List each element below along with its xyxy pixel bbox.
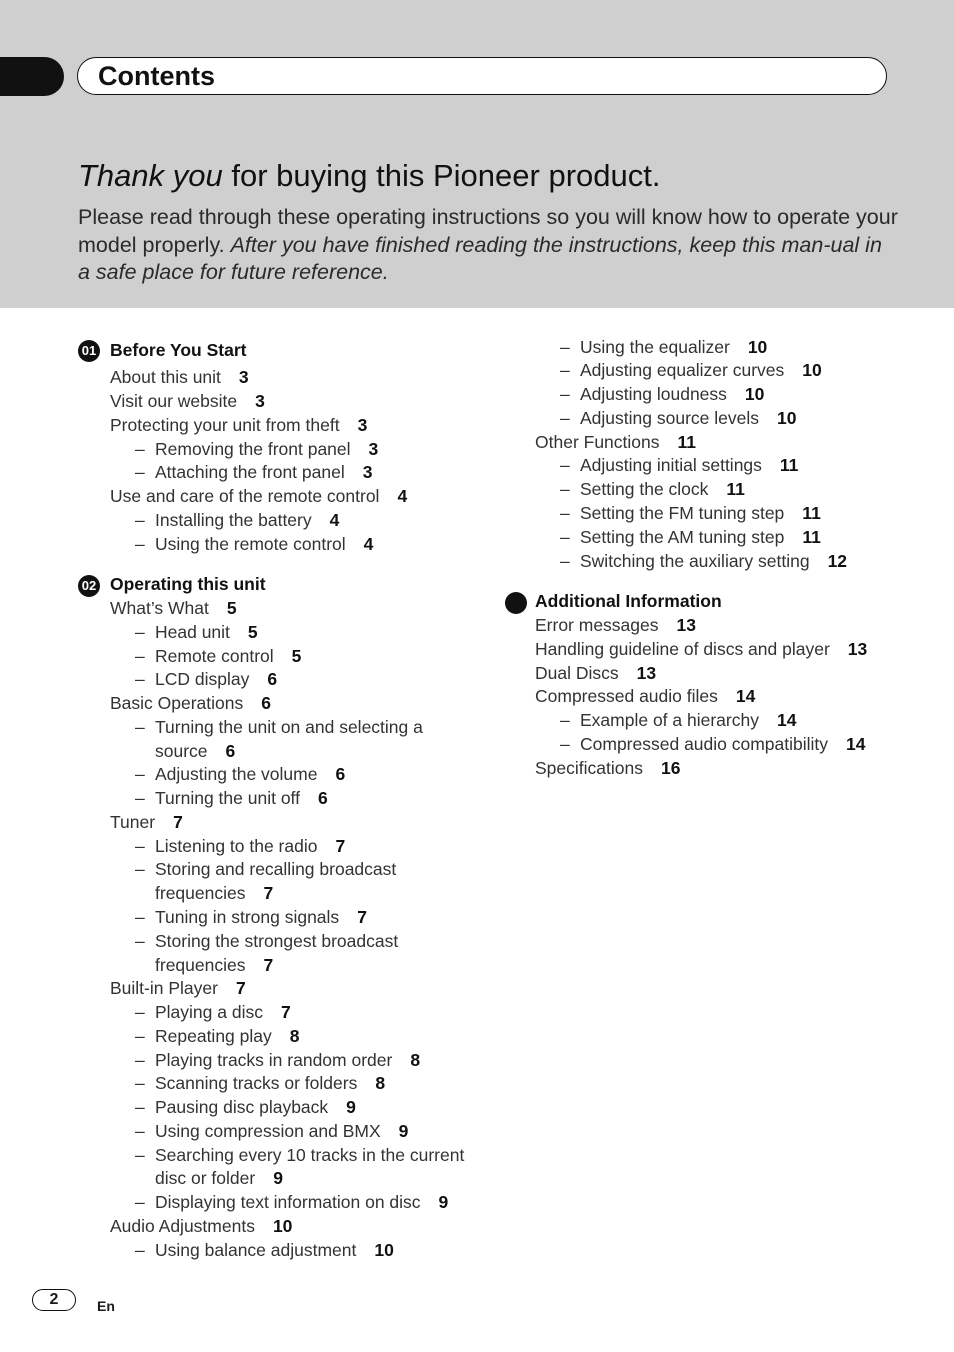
dash-bullet: – xyxy=(135,931,145,951)
page-ref: 6 xyxy=(225,741,236,761)
dash-bullet: – xyxy=(135,510,145,530)
dash-bullet: – xyxy=(560,479,570,499)
dash-bullet: – xyxy=(560,337,570,357)
toc-entry[interactable]: Adjusting equalizer curves 10 xyxy=(580,360,822,380)
toc-entry[interactable]: Turning the unit off 6 xyxy=(155,788,328,808)
dash-bullet: – xyxy=(135,669,145,689)
toc-entry-continued[interactable]: source 6 xyxy=(155,741,236,761)
toc-entry[interactable]: Playing a disc 7 xyxy=(155,1002,291,1022)
page-ref: 3 xyxy=(357,415,368,435)
dash-bullet: – xyxy=(135,907,145,927)
toc-entry[interactable]: Example of a hierarchy 14 xyxy=(580,710,797,730)
toc-entry[interactable]: Compressed audio compatibility 14 xyxy=(580,734,866,754)
dash-bullet: – xyxy=(135,1145,145,1165)
dash-bullet: – xyxy=(135,836,145,856)
dash-bullet: – xyxy=(135,1240,145,1260)
page-ref: 14 xyxy=(735,686,756,706)
dash-bullet: – xyxy=(560,710,570,730)
dash-bullet: – xyxy=(560,527,570,547)
page-ref: 7 xyxy=(263,955,274,975)
page-ref: 8 xyxy=(289,1026,300,1046)
contents-title-bar xyxy=(77,57,887,95)
headline-italic: Thank you xyxy=(78,158,223,193)
dash-bullet: – xyxy=(135,534,145,554)
page-ref: 9 xyxy=(273,1168,283,1188)
toc-entry[interactable]: Dual Discs 13 xyxy=(535,663,657,683)
page-ref: 16 xyxy=(660,758,681,778)
page-ref: 3 xyxy=(368,439,379,459)
toc-entry[interactable]: Use and care of the remote control 4 xyxy=(110,486,408,506)
toc-entry[interactable]: Protecting your unit from theft 3 xyxy=(110,415,368,435)
dash-bullet: – xyxy=(135,717,145,737)
section-badge-additional xyxy=(505,592,527,614)
dash-bullet: – xyxy=(135,439,145,459)
dash-bullet: – xyxy=(135,622,145,642)
page-ref: 8 xyxy=(375,1073,386,1093)
toc-entry[interactable]: Pausing disc playback 9 xyxy=(155,1097,356,1117)
page-ref: 10 xyxy=(272,1216,293,1236)
dash-bullet: – xyxy=(560,360,570,380)
toc-entry-continued[interactable]: frequencies 7 xyxy=(155,883,274,903)
page-ref: 7 xyxy=(357,907,367,927)
dash-bullet: – xyxy=(135,1192,145,1212)
toc-entry[interactable]: Using compression and BMX 9 xyxy=(155,1121,409,1141)
page-ref: 13 xyxy=(847,639,868,659)
toc-entry[interactable]: Using balance adjustment 10 xyxy=(155,1240,394,1260)
page-ref: 4 xyxy=(363,534,374,554)
intro-plain: Please read through these operating instructions so you will know how to operate your model properly. xyxy=(78,205,898,257)
page-ref: 12 xyxy=(827,551,848,571)
dash-bullet: – xyxy=(560,455,570,475)
toc-entry[interactable]: Visit our website 3 xyxy=(110,391,265,411)
dash-bullet: – xyxy=(135,462,145,482)
toc-entry[interactable]: Setting the clock 11 xyxy=(580,479,745,499)
toc-entry[interactable]: Removing the front panel 3 xyxy=(155,439,379,459)
toc-entry[interactable]: Storing the strongest broadcast xyxy=(155,931,399,951)
page-ref: 11 xyxy=(802,527,821,547)
dash-bullet: – xyxy=(560,408,570,428)
dash-bullet: – xyxy=(135,1097,145,1117)
page-ref: 9 xyxy=(438,1192,449,1212)
toc-entry[interactable]: Scanning tracks or folders 8 xyxy=(155,1073,386,1093)
toc-entry[interactable]: Turning the unit on and selecting a xyxy=(155,717,423,737)
page-ref: 8 xyxy=(410,1050,421,1070)
page-ref: 10 xyxy=(776,408,797,428)
toc-entry[interactable]: Listening to the radio 7 xyxy=(155,836,346,856)
page-ref: 3 xyxy=(362,462,373,482)
page-ref: 10 xyxy=(744,384,765,404)
page-ref: 11 xyxy=(677,432,696,452)
toc-entry[interactable]: Searching every 10 tracks in the current xyxy=(155,1145,465,1165)
page-ref: 6 xyxy=(335,764,346,784)
headline-rest: for buying this Pioneer product. xyxy=(222,158,661,193)
toc-entry[interactable]: Installing the battery 4 xyxy=(155,510,340,530)
page-ref: 5 xyxy=(291,646,302,666)
dash-bullet: – xyxy=(135,1026,145,1046)
toc-entry-continued[interactable]: disc or folder 9 xyxy=(155,1168,283,1188)
toc-entry[interactable]: About this unit 3 xyxy=(110,367,249,387)
dash-bullet: – xyxy=(560,503,570,523)
toc-entry[interactable]: What’s What 5 xyxy=(110,598,237,618)
section-badge-01: 01 xyxy=(78,340,100,362)
page-ref: 10 xyxy=(802,360,822,380)
dash-bullet: – xyxy=(135,1073,145,1093)
page-ref: 4 xyxy=(397,486,408,506)
toc-entry[interactable]: Adjusting loudness 10 xyxy=(580,384,765,404)
page-number: 2 xyxy=(32,1289,76,1311)
toc-entry[interactable]: Audio Adjustments 10 xyxy=(110,1216,293,1236)
page-ref: 10 xyxy=(374,1240,394,1260)
dash-bullet: – xyxy=(135,1050,145,1070)
page-ref: 11 xyxy=(802,503,821,523)
page-ref: 13 xyxy=(676,615,696,635)
page-ref: 6 xyxy=(317,788,328,808)
page-ref: 14 xyxy=(846,734,866,754)
page-ref: 7 xyxy=(335,836,346,856)
toc-entry[interactable]: Built-in Player 7 xyxy=(110,978,246,998)
toc-entry[interactable]: Remote control 5 xyxy=(155,646,302,666)
toc-entry[interactable]: Adjusting source levels 10 xyxy=(580,408,797,428)
intro-italic: After you have finished reading the instructions, keep this man-ual in a safe place for future reference. xyxy=(78,232,882,284)
section-badge-02: 02 xyxy=(78,575,100,597)
dash-bullet: – xyxy=(560,384,570,404)
dash-bullet: – xyxy=(135,788,145,808)
dash-bullet: – xyxy=(560,551,570,571)
toc-entry[interactable]: Storing and recalling broadcast xyxy=(155,859,397,879)
section-title-additional-information[interactable]: Additional Information xyxy=(535,591,722,611)
toc-entry[interactable]: Repeating play 8 xyxy=(155,1026,300,1046)
page-ref: 9 xyxy=(346,1097,356,1117)
toc-entry[interactable]: Specifications 16 xyxy=(535,758,681,778)
page-ref: 11 xyxy=(726,479,745,499)
toc-entry[interactable]: Tuner 7 xyxy=(110,812,183,832)
page-ref: 5 xyxy=(226,598,237,618)
section-title-operating-this-unit[interactable]: Operating this unit xyxy=(110,574,266,594)
section-title-before-you-start[interactable]: Before You Start xyxy=(110,340,247,360)
toc-entry[interactable]: Switching the auxiliary setting 12 xyxy=(580,551,848,571)
toc-entry[interactable]: Playing tracks in random order 8 xyxy=(155,1050,421,1070)
page-ref: 7 xyxy=(280,1002,291,1022)
intro-paragraph xyxy=(78,204,898,287)
page-ref: 13 xyxy=(636,663,657,683)
page-ref: 11 xyxy=(779,455,799,475)
toc-entry[interactable]: Handling guideline of discs and player 13 xyxy=(535,639,868,659)
dash-bullet: – xyxy=(135,1002,145,1022)
toc-entry[interactable]: Displaying text information on disc 9 xyxy=(155,1192,449,1212)
toc-entry[interactable]: Other Functions 11 xyxy=(535,432,696,452)
page-ref: 10 xyxy=(747,337,768,357)
page-ref: 5 xyxy=(247,622,258,642)
toc-entry[interactable]: Using the remote control 4 xyxy=(155,534,374,554)
dash-bullet: – xyxy=(135,859,145,879)
toc-entry[interactable]: Error messages 13 xyxy=(535,615,696,635)
toc-entry[interactable]: Attaching the front panel 3 xyxy=(155,462,373,482)
page-ref: 3 xyxy=(238,367,249,387)
page-ref: 9 xyxy=(398,1121,409,1141)
toc-entry[interactable]: Tuning in strong signals 7 xyxy=(155,907,367,927)
toc-entry[interactable]: Setting the AM tuning step 11 xyxy=(580,527,821,547)
toc-entry[interactable]: Basic Operations 6 xyxy=(110,693,271,713)
page-ref: 7 xyxy=(173,812,183,832)
headline xyxy=(78,158,660,194)
language-label: En xyxy=(97,1298,115,1314)
dash-bullet: – xyxy=(135,764,145,784)
toc-entry[interactable]: Using the equalizer 10 xyxy=(580,337,768,357)
page-ref: 6 xyxy=(267,669,278,689)
toc-entry[interactable]: Head unit 5 xyxy=(155,622,258,642)
contents-title: Contents xyxy=(98,61,215,91)
toc-entry[interactable]: Adjusting initial settings 11 xyxy=(580,455,799,475)
section-tab-marker xyxy=(0,57,64,96)
dash-bullet: – xyxy=(135,646,145,666)
toc-entry[interactable]: Setting the FM tuning step 11 xyxy=(580,503,821,523)
page-ref: 7 xyxy=(263,883,274,903)
toc-entry[interactable]: Adjusting the volume 6 xyxy=(155,764,346,784)
page-ref: 7 xyxy=(235,978,246,998)
toc-entry[interactable]: LCD display 6 xyxy=(155,669,278,689)
toc-entry-continued[interactable]: frequencies 7 xyxy=(155,955,274,975)
page-ref: 4 xyxy=(329,510,340,530)
dash-bullet: – xyxy=(560,734,570,754)
page-ref: 3 xyxy=(255,391,265,411)
page-ref: 14 xyxy=(776,710,797,730)
toc-entry[interactable]: Compressed audio files 14 xyxy=(535,686,756,706)
dash-bullet: – xyxy=(135,1121,145,1141)
page-ref: 6 xyxy=(261,693,271,713)
